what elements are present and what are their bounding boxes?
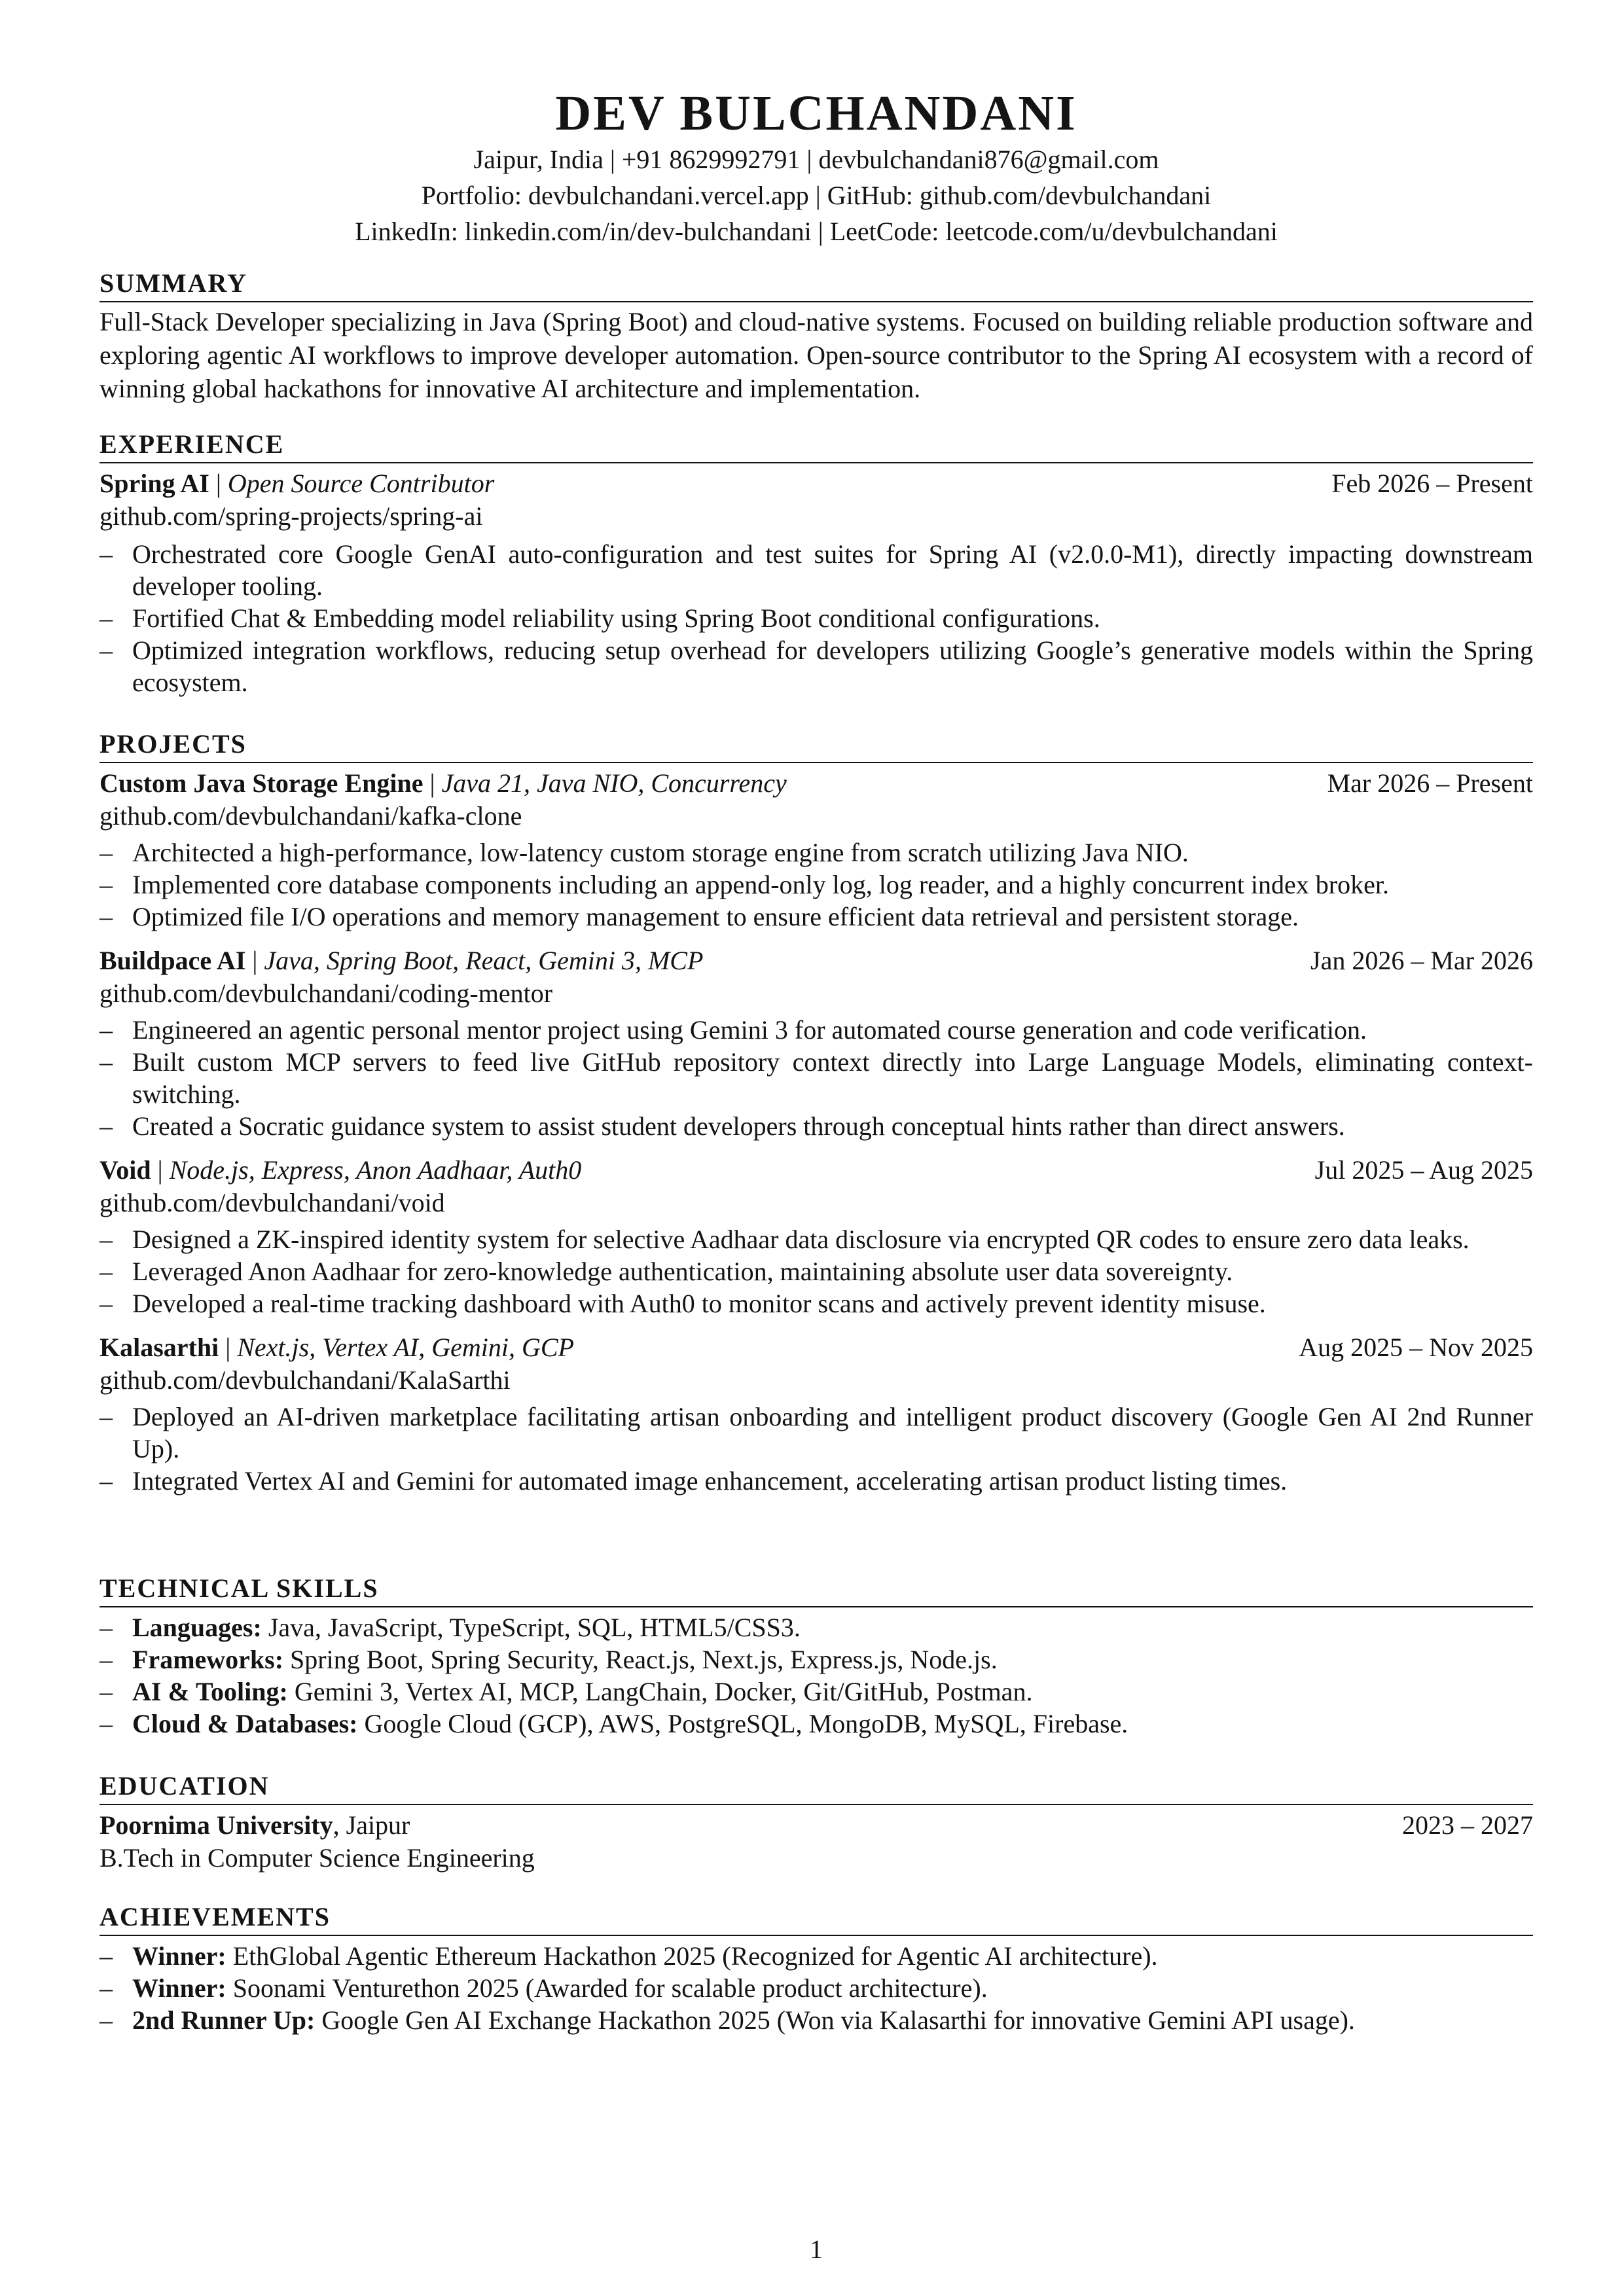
entry-role: Open Source Contributor <box>227 469 495 498</box>
achievement-label: Winner: <box>132 1941 226 1971</box>
entry-heading-row <box>99 1331 1533 1364</box>
bullet-dash: – <box>99 1402 113 1431</box>
bullet-dash: – <box>99 1289 113 1318</box>
section-title: EDUCATION <box>99 1771 270 1801</box>
entry-dates: Aug 2025 – Nov 2025 <box>1299 1333 1533 1362</box>
section-title: TECHNICAL SKILLS <box>99 1573 379 1603</box>
section-header <box>99 1766 1533 1805</box>
bullet-dash: – <box>99 1466 113 1496</box>
entry-title: Spring AI <box>99 469 209 498</box>
entry-heading-row <box>99 767 1533 800</box>
entry-separator: | <box>209 469 228 498</box>
entry-dates: 2023 – 2027 <box>1402 1810 1533 1840</box>
entry-bullets <box>99 538 1533 698</box>
list-item <box>99 1255 1533 1287</box>
entry-dates: Jan 2026 – Mar 2026 <box>1310 946 1533 975</box>
list-item <box>99 1287 1533 1319</box>
entry-heading <box>99 467 494 500</box>
entry-separator: | <box>423 768 442 798</box>
list-item <box>99 1046 1533 1110</box>
entry-link[interactable]: github.com/spring-projects/spring-ai <box>99 501 483 531</box>
school-location: , Jaipur <box>333 1810 410 1840</box>
bullet-dash: – <box>99 2005 113 2035</box>
experience-section <box>99 424 1533 698</box>
bullet-dash: – <box>99 1111 113 1141</box>
list-item <box>99 2004 1533 2036</box>
list-item <box>99 634 1533 698</box>
bullet-text: Architected a high-performance, low-latency custom storage engine from scratch utilizing Java NIO. <box>132 838 1189 867</box>
bullet-text: Optimized file I/O operations and memory management to ensure efficient data retrieval and persistent storage. <box>132 902 1299 931</box>
entry-bullets <box>99 1401 1533 1497</box>
entry-separator: | <box>151 1155 170 1185</box>
entry-dates: Mar 2026 – Present <box>1327 768 1533 798</box>
list-item <box>99 1708 1533 1740</box>
entry-heading-row <box>99 467 1533 500</box>
section-title: EXPERIENCE <box>99 429 285 459</box>
skills-list <box>99 1611 1533 1740</box>
bullet-text: Built custom MCP servers to feed live GitHub repository context directly into Large Language Models, eliminating context-switching. <box>132 1047 1533 1109</box>
achievements-section <box>99 1897 1533 2036</box>
experience-entry <box>99 467 1533 698</box>
education-entry <box>99 1809 1533 1874</box>
candidate-name: DEV BULCHANDANI <box>555 86 1077 141</box>
skill-value: Spring Boot, Spring Security, React.js, Next.js, Express.js, Node.js. <box>283 1645 998 1674</box>
bullet-dash: – <box>99 1677 113 1706</box>
contact-line-linkedin-leetcode: LinkedIn: linkedin.com/in/dev-bulchandani | LeetCode: leetcode.com/u/devbulchandani <box>355 217 1278 246</box>
bullet-dash: – <box>99 1613 113 1642</box>
summary-section <box>99 263 1533 405</box>
entry-heading-row <box>99 944 1533 977</box>
list-item <box>99 1465 1533 1497</box>
entry-heading <box>99 1809 410 1842</box>
entry-heading <box>99 767 787 800</box>
entry-link[interactable]: github.com/devbulchandani/kafka-clone <box>99 801 522 831</box>
entry-title: Custom Java Storage Engine <box>99 768 424 798</box>
projects-section <box>99 724 1533 1497</box>
skill-label: AI & Tooling: <box>132 1677 288 1706</box>
entry-link[interactable]: github.com/devbulchandani/void <box>99 1188 445 1217</box>
achievement-value: Google Gen AI Exchange Hackathon 2025 (Won via Kalasarthi for innovative Gemini API usage). <box>315 2005 1355 2035</box>
entry-separator: | <box>245 946 264 975</box>
skills-section <box>99 1568 1533 1740</box>
bullet-text: Integrated Vertex AI and Gemini for automated image enhancement, accelerating artisan product listing times. <box>132 1466 1288 1496</box>
bullet-text: Engineered an agentic personal mentor project using Gemini 3 for automated course generation and code verification. <box>132 1015 1367 1045</box>
skill-label: Frameworks: <box>132 1645 284 1674</box>
bullet-text: Fortified Chat & Embedding model reliability using Spring Boot conditional configurations. <box>132 603 1100 633</box>
list-item <box>99 1401 1533 1465</box>
bullet-dash: – <box>99 1015 113 1045</box>
section-title: PROJECTS <box>99 729 247 759</box>
bullet-dash: – <box>99 1047 113 1077</box>
project-entry-void <box>99 1154 1533 1319</box>
entry-heading <box>99 1154 581 1187</box>
school-name: Poornima University <box>99 1810 333 1840</box>
entry-heading <box>99 944 703 977</box>
entry-bullets <box>99 1014 1533 1142</box>
list-item <box>99 1972 1533 2004</box>
list-item <box>99 602 1533 634</box>
contact-line-portfolio-github: Portfolio: devbulchandani.vercel.app | GitHub: github.com/devbulchandani <box>421 181 1212 210</box>
entry-heading <box>99 1331 574 1364</box>
entry-bullets <box>99 1223 1533 1319</box>
section-header <box>99 1568 1533 1607</box>
bullet-dash: – <box>99 1257 113 1286</box>
bullet-dash: – <box>99 636 113 665</box>
section-title: ACHIEVEMENTS <box>99 1902 331 1931</box>
list-item <box>99 901 1533 933</box>
entry-link[interactable]: github.com/devbulchandani/KalaSarthi <box>99 1365 511 1395</box>
bullet-dash: – <box>99 1225 113 1254</box>
list-item <box>99 836 1533 869</box>
skill-value: Google Cloud (GCP), AWS, PostgreSQL, MongoDB, MySQL, Firebase. <box>357 1709 1128 1738</box>
bullet-dash: – <box>99 1709 113 1738</box>
list-item <box>99 1014 1533 1046</box>
bullet-dash: – <box>99 902 113 931</box>
list-item <box>99 538 1533 602</box>
achievement-value: Soonami Venturethon 2025 (Awarded for scalable product architecture). <box>226 1973 988 2003</box>
section-header <box>99 424 1533 463</box>
entry-heading-row <box>99 1154 1533 1187</box>
entry-stack: Node.js, Express, Anon Aadhaar, Auth0 <box>169 1155 582 1185</box>
bullet-text: Developed a real-time tracking dashboard with Auth0 to monitor scans and actively prevent identity misuse. <box>132 1289 1266 1318</box>
bullet-text: Created a Socratic guidance system to assist student developers through conceptual hints rather than direct answers. <box>132 1111 1345 1141</box>
resume-header <box>99 85 1533 249</box>
entry-separator: | <box>219 1333 238 1362</box>
entry-link[interactable]: github.com/devbulchandani/coding-mentor <box>99 978 553 1008</box>
list-item <box>99 1676 1533 1708</box>
bullet-dash: – <box>99 1973 113 2003</box>
skill-label: Cloud & Databases: <box>132 1709 358 1738</box>
entry-heading-row <box>99 1809 1533 1842</box>
project-entry-buildpace <box>99 944 1533 1142</box>
list-item <box>99 1611 1533 1643</box>
bullet-dash: – <box>99 1645 113 1674</box>
education-section <box>99 1766 1533 1874</box>
bullet-dash: – <box>99 603 113 633</box>
bullet-dash: – <box>99 539 113 569</box>
entry-dates: Feb 2026 – Present <box>1331 469 1533 498</box>
list-item <box>99 1643 1533 1676</box>
page-number: 1 <box>810 2234 823 2264</box>
summary-text: Full-Stack Developer specializing in Java (Spring Boot) and cloud-native systems. Focused on building reliable production software and exploring agentic AI workflows to improve developer automation. Open-source contributor to the Spring AI ecosystem with a record of winning global hackathons for innovative AI architecture and implementation. <box>99 307 1533 403</box>
section-header <box>99 1897 1533 1936</box>
bullet-dash: – <box>99 1941 113 1971</box>
section-header <box>99 724 1533 763</box>
section-header <box>99 263 1533 302</box>
bullet-dash: – <box>99 870 113 899</box>
bullet-text: Orchestrated core Google GenAI auto-configuration and test suites for Spring AI (v2.0.0-M1), directly impacting downstream developer tooling. <box>132 539 1533 601</box>
bullet-text: Designed a ZK-inspired identity system for selective Aadhaar data disclosure via encrypted QR codes to ensure zero data leaks. <box>132 1225 1470 1254</box>
entry-title: Kalasarthi <box>99 1333 219 1362</box>
entry-stack: Java 21, Java NIO, Concurrency <box>441 768 787 798</box>
list-item <box>99 1940 1533 1972</box>
degree: B.Tech in Computer Science Engineering <box>99 1843 535 1873</box>
project-entry-kalasarthi <box>99 1331 1533 1497</box>
entry-stack: Next.js, Vertex AI, Gemini, GCP <box>237 1333 574 1362</box>
bullet-text: Optimized integration workflows, reducing setup overhead for developers utilizing Google’s generative models within the Spring ecosystem. <box>132 636 1533 697</box>
entry-dates: Jul 2025 – Aug 2025 <box>1314 1155 1533 1185</box>
bullet-text: Deployed an AI-driven marketplace facilitating artisan onboarding and intelligent product discovery (Google Gen AI 2nd Runner Up). <box>132 1402 1533 1463</box>
list-item <box>99 1223 1533 1255</box>
entry-bullets <box>99 836 1533 933</box>
bullet-text: Leveraged Anon Aadhaar for zero-knowledge authentication, maintaining absolute user data sovereignty. <box>132 1257 1233 1286</box>
contact-line-location-phone-email: Jaipur, India | +91 8629992791 | devbulchandani876@gmail.com <box>473 145 1159 174</box>
entry-title: Buildpace AI <box>99 946 246 975</box>
project-entry-storage-engine <box>99 767 1533 933</box>
achievements-list <box>99 1940 1533 2036</box>
skill-label: Languages: <box>132 1613 262 1642</box>
skill-value: Java, JavaScript, TypeScript, SQL, HTML5/CSS3. <box>261 1613 801 1642</box>
achievement-value: EthGlobal Agentic Ethereum Hackathon 2025 (Recognized for Agentic AI architecture). <box>226 1941 1158 1971</box>
achievement-label: Winner: <box>132 1973 226 2003</box>
list-item <box>99 1110 1533 1142</box>
section-title: SUMMARY <box>99 268 247 298</box>
entry-stack: Java, Spring Boot, React, Gemini 3, MCP <box>264 946 704 975</box>
entry-title: Void <box>99 1155 151 1185</box>
resume-page <box>99 0 1533 2296</box>
skill-value: Gemini 3, Vertex AI, MCP, LangChain, Docker, Git/GitHub, Postman. <box>287 1677 1033 1706</box>
list-item <box>99 869 1533 901</box>
bullet-text: Implemented core database components including an append-only log, log reader, and a highly concurrent index broker. <box>132 870 1389 899</box>
achievement-label: 2nd Runner Up: <box>132 2005 316 2035</box>
bullet-dash: – <box>99 838 113 867</box>
